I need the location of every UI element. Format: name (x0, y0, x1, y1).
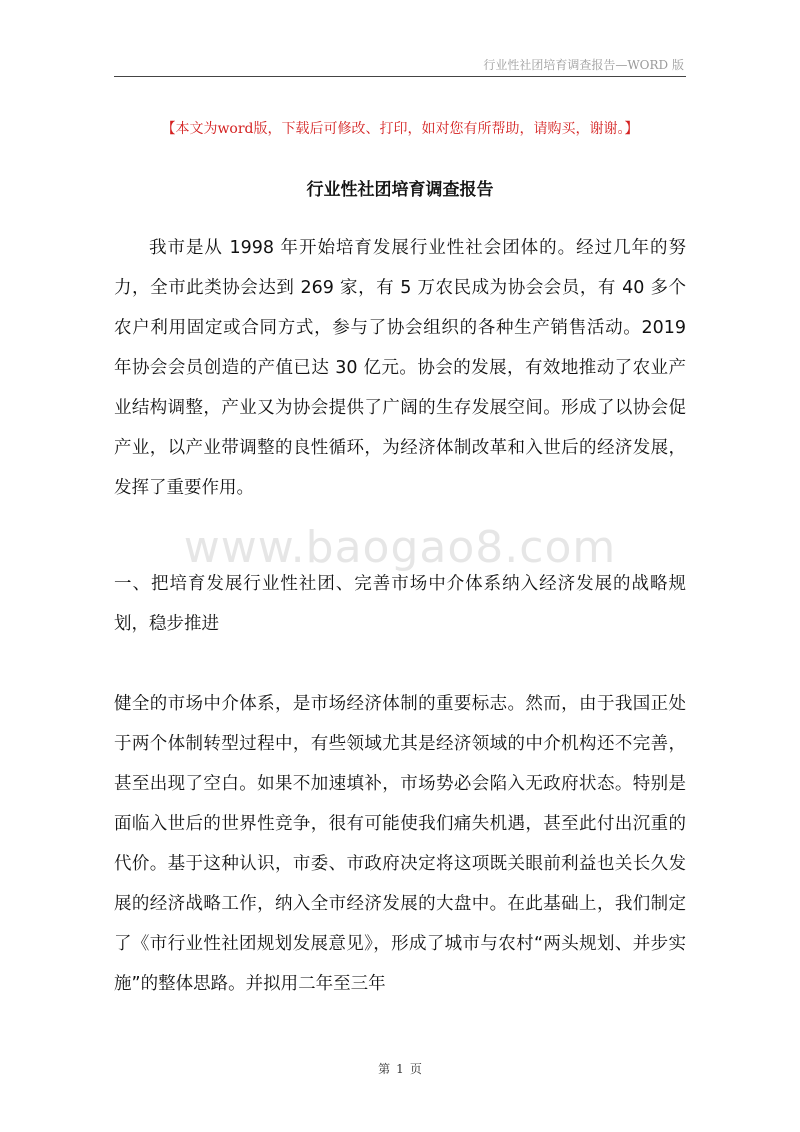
section-heading-1: 一、把培育发展行业性社团、完善市场中介体系纳入经济发展的战略规划，稳步推进 (114, 574, 686, 634)
page-number: 1 (396, 1062, 404, 1076)
page-footer (0, 1060, 800, 1077)
purchase-notice: 【本文为word版，下载后可修改、打印，如对您有所帮助，请购买，谢谢。】 (161, 121, 639, 137)
document-title: 行业性社团培育调查报告 (306, 180, 494, 200)
header-divider (114, 76, 686, 77)
watermark: www.baogao8.com (183, 522, 617, 573)
running-header: 行业性社团培育调查报告—WORD 版 (483, 58, 684, 72)
footer-prefix: 第 (378, 1062, 391, 1076)
footer-suffix: 页 (409, 1062, 422, 1076)
body-paragraph: 健全的市场中介体系，是市场经济体制的重要标志。然而，由于我国正处于两个体制转型过程中，有些领域尤其是经济领域的中介机构还不完善，甚至出现了空白。如果不加速填补，市场势必会陷入无政府状态。特别是面临入世后的世界性竞争，很有可能使我们痛失机遇，甚至此付出沉重的代价。基于这种认识，市委、市政府决定将这项既关眼前利益也关长久发展的经济战略工作，纳入全市经济发展的大盘中。在此基础上，我们制定了《市行业性社团规划发展意见》，形成了城市与农村“两头规划、并步实施”的整体思路。并拟用二年至三年 (114, 694, 686, 994)
intro-paragraph: 我市是从 1998 年开始培育发展行业性社会团体的。经过几年的努力，全市此类协会达到 269 家，有 5 万农民成为协会会员，有 40 多个农户利用固定或合同方式，参与了协会组织的各种生产销售活动。2019 年协会会员创造的产值已达 30 亿元。协会的发展，有效地推动了农业产业结构调整，产业又为协会提供了广阔的生存发展空间。形成了以协会促产业，以产业带调整的良性循环，为经济体制改革和入世后的经济发展，发挥了重要作用。 (114, 238, 686, 498)
